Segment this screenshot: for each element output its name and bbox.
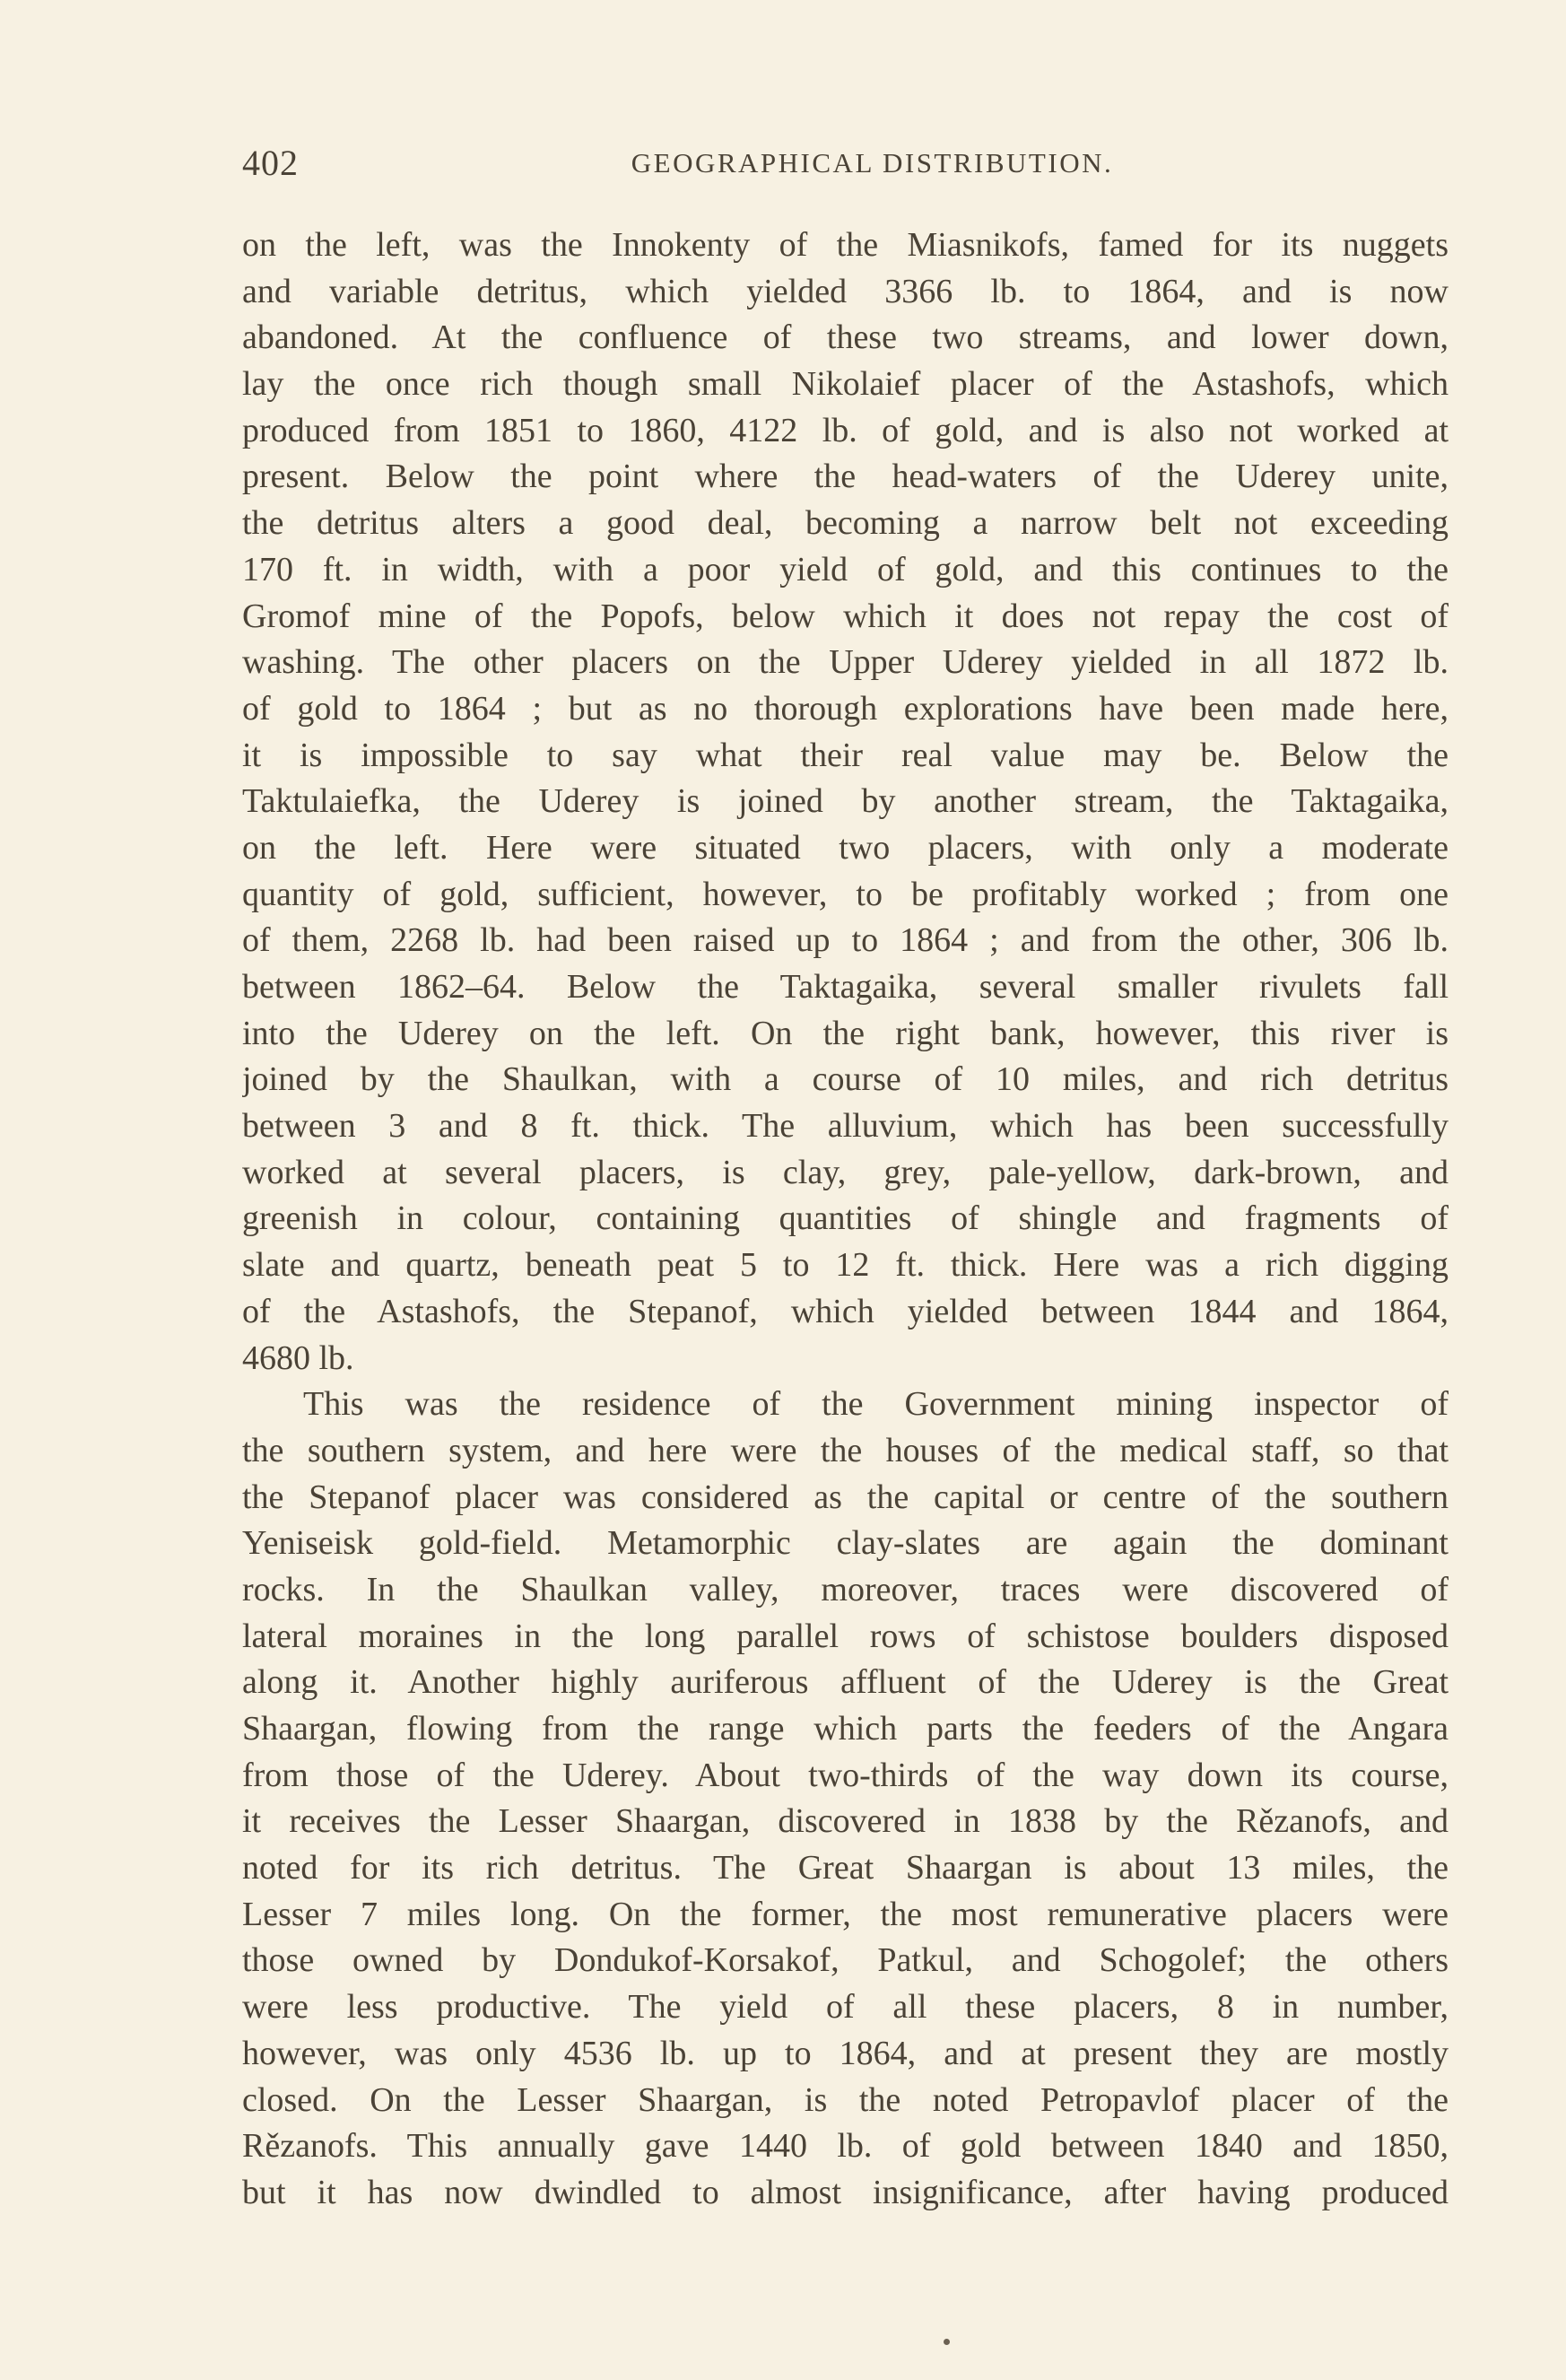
text-line: Shaargan, flowing from the range which parts the feeders of the Angara (242, 1710, 1449, 1748)
running-title: GEOGRAPHICAL DISTRIBUTION. (631, 147, 1114, 179)
text-line: greenish in colour, containing quantities of shingle and fragments of (242, 1199, 1449, 1238)
text-line: abandoned. At the confluence of these two streams, and lower down, (242, 318, 1449, 357)
paragraph (242, 1382, 1449, 2216)
text-line: closed. On the Lesser Shaargan, is the noted Petropavlof placer of the (242, 2080, 1449, 2119)
running-head (242, 142, 1449, 187)
text-line: the Stepanof placer was considered as the capital or centre of the southern (242, 1478, 1449, 1516)
text-line: those owned by Dondukof-Korsakof, Patkul, and Schogolef; the others (242, 1941, 1449, 1980)
text-line: were less productive. The yield of all these placers, 8 in number, (242, 1988, 1449, 2027)
text-line: joined by the Shaulkan, with a course of 10 miles, and rich detritus (242, 1060, 1449, 1099)
text-line: 170 ft. in width, with a poor yield of gold, and this continues to the (242, 550, 1449, 588)
text-line: on the left, was the Innokenty of the Miasnikofs, famed for its nuggets (242, 226, 1449, 264)
page-number: 402 (242, 143, 299, 183)
paragraph (242, 222, 1449, 1382)
text-line: the southern system, and here were the houses of the medical staff, so that (242, 1431, 1449, 1469)
text-line: worked at several placers, is clay, grey, pale-yellow, dark-brown, and (242, 1153, 1449, 1191)
text-line: and variable detritus, which yielded 3366 lb. to 1864, and is now (242, 272, 1449, 310)
text-line: Gromof mine of the Popofs, below which it does not repay the cost of (242, 597, 1449, 635)
text-line: but it has now dwindled to almost insignificance, after having produced (242, 2173, 1449, 2211)
text-line: noted for its rich detritus. The Great Shaargan is about 13 miles, the (242, 1849, 1449, 1887)
text-line: from those of the Uderey. About two-thirds of the way down its course, (242, 1756, 1449, 1794)
body-text (242, 222, 1449, 2217)
text-line: of gold to 1864 ; but as no thorough explorations have been made here, (242, 689, 1449, 728)
text-line: the detritus alters a good deal, becoming a narrow belt not exceeding (242, 504, 1449, 543)
ink-speck (944, 2339, 950, 2345)
text-line: along it. Another highly auriferous affluent of the Uderey is the Great (242, 1663, 1449, 1702)
text-line: however, was only 4536 lb. up to 1864, and at present they are mostly (242, 2034, 1449, 2072)
text-line: 4680 lb. (242, 1338, 354, 1377)
text-line: it receives the Lesser Shaargan, discovered in 1838 by the Rězanofs, and (242, 1802, 1449, 1841)
text-line: present. Below the point where the head-waters of the Uderey unite, (242, 458, 1449, 496)
text-line: Lesser 7 miles long. On the former, the most remunerative placers were (242, 1895, 1449, 1933)
text-line: Yeniseisk gold-field. Metamorphic clay-slates are again the dominant (242, 1524, 1449, 1563)
text-line: slate and quartz, beneath peat 5 to 12 ft. thick. Here was a rich digging (242, 1246, 1449, 1285)
text-line: Taktulaiefka, the Uderey is joined by another stream, the Taktagaika, (242, 782, 1449, 821)
text-line: into the Uderey on the left. On the right bank, however, this river is (242, 1014, 1449, 1052)
text-line: between 1862–64. Below the Taktagaika, several smaller rivulets fall (242, 968, 1449, 1006)
text-line: washing. The other placers on the Upper Uderey yielded in all 1872 lb. (242, 643, 1449, 682)
text-line: between 3 and 8 ft. thick. The alluvium, which has been successfully (242, 1107, 1449, 1146)
text-line: quantity of gold, sufficient, however, to be profitably worked ; from one (242, 875, 1449, 913)
text-line: lateral moraines in the long parallel rows of schistose boulders disposed (242, 1617, 1449, 1655)
text-line: Rězanofs. This annually gave 1440 lb. of gold between 1840 and 1850, (242, 2127, 1449, 2166)
text-line: of them, 2268 lb. had been raised up to 1864 ; and from the other, 306 lb. (242, 921, 1449, 960)
text-line: produced from 1851 to 1860, 4122 lb. of gold, and is also not worked at (242, 411, 1449, 449)
text-line: it is impossible to say what their real value may be. Below the (242, 736, 1449, 774)
text-line: This was the residence of the Government mining inspector of (303, 1385, 1449, 1424)
text-line: of the Astashofs, the Stepanof, which yielded between 1844 and 1864, (242, 1292, 1449, 1330)
text-line: lay the once rich though small Nikolaief placer of the Astashofs, which (242, 365, 1449, 404)
text-line: rocks. In the Shaulkan valley, moreover, traces were discovered of (242, 1570, 1449, 1608)
text-line: on the left. Here were situated two placers, with only a moderate (242, 828, 1449, 867)
